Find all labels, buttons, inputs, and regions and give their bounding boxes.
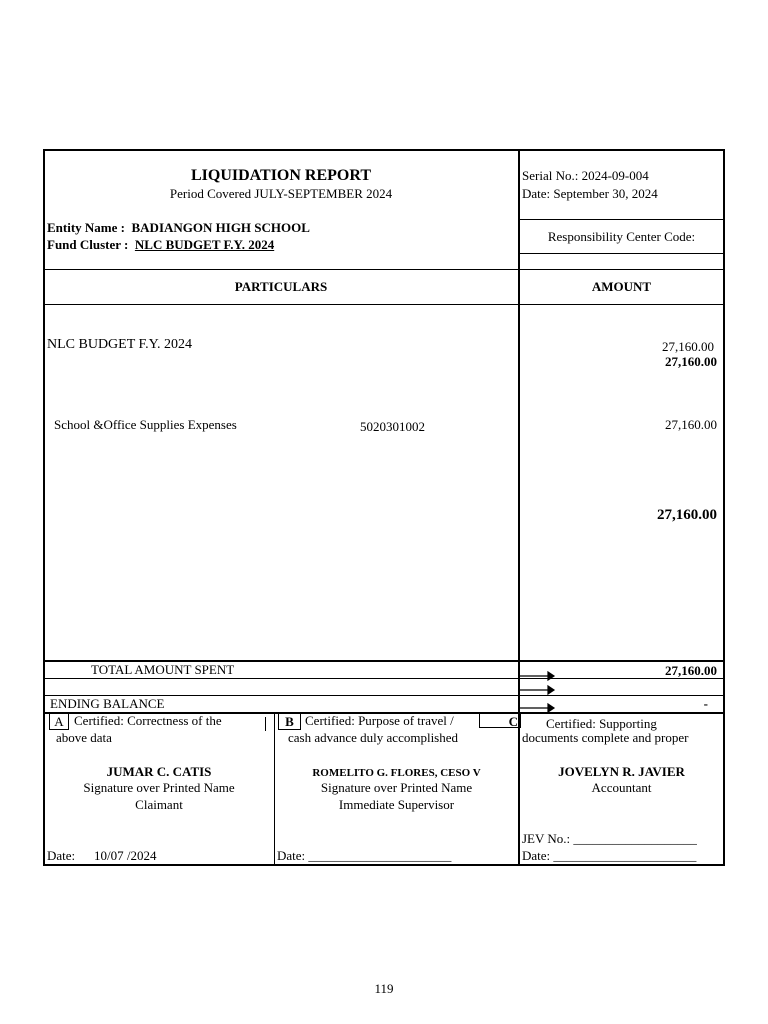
cert-b-date-line: Date: ______________________ xyxy=(277,848,452,863)
cert-a-date-value: 10/07 /2024 xyxy=(94,848,157,863)
cert-c-date-line: Date: ______________________ xyxy=(522,848,697,863)
cert-a-line2: above data xyxy=(56,730,112,745)
expense-amount: 27,160.00 xyxy=(665,417,717,432)
cert-a-signature-label: Signature over Printed Name xyxy=(83,780,235,795)
cert-a-name: JUMAR C. CATIS xyxy=(106,764,212,779)
cert-c-role: Accountant xyxy=(591,780,652,795)
ending-balance-label: ENDING BALANCE xyxy=(50,696,165,711)
cert-b-letter: B xyxy=(278,713,301,730)
particulars-header: PARTICULARS xyxy=(234,279,328,294)
cert-a-mark xyxy=(265,717,266,731)
cert-c-jev-line: JEV No.: ___________________ xyxy=(522,831,697,846)
expense-code: 5020301002 xyxy=(360,419,425,434)
budget-label: NLC BUDGET F.Y. 2024 xyxy=(47,337,192,352)
entity-label: Entity Name : xyxy=(47,220,125,235)
report-title: LIQUIDATION REPORT xyxy=(190,167,372,184)
cert-a-letter: A xyxy=(49,713,69,730)
total-spent-label: TOTAL AMOUNT SPENT xyxy=(91,662,235,677)
fund-label: Fund Cluster : xyxy=(47,237,129,252)
period-covered: Period Covered JULY-SEPTEMBER 2024 xyxy=(169,186,393,201)
fund-value: NLC BUDGET F.Y. 2024 xyxy=(134,237,275,252)
cert-c-line1: Certified: Supporting xyxy=(546,716,657,731)
cert-b-role: Immediate Supervisor xyxy=(338,797,455,812)
page-number: 119 xyxy=(374,981,394,996)
amount-header: AMOUNT xyxy=(591,279,652,294)
entity-value: BADIANGON HIGH SCHOOL xyxy=(131,220,310,235)
entity-name xyxy=(47,220,310,236)
budget-total: 27,160.00 xyxy=(665,354,717,369)
cert-b-line2: cash advance duly accomplished xyxy=(288,730,459,745)
cert-a-line1: Certified: Correctness of the xyxy=(74,713,222,728)
grand-total: 27,160.00 xyxy=(657,507,717,523)
arrow-icons xyxy=(520,670,560,714)
responsibility-center-code: Responsibility Center Code: xyxy=(547,229,696,244)
ending-balance-amount: - xyxy=(703,696,708,711)
fund-cluster xyxy=(47,237,274,253)
budget-amount: 27,160.00 xyxy=(662,339,714,354)
cert-c-letter: C xyxy=(479,713,521,728)
cert-b-name: ROMELITO G. FLORES, CESO V xyxy=(312,767,481,779)
report-date: Date: September 30, 2024 xyxy=(522,186,658,201)
cert-c-name: JOVELYN R. JAVIER xyxy=(558,764,685,779)
serial-number: Serial No.: 2024-09-004 xyxy=(522,168,649,183)
cert-b-signature-label: Signature over Printed Name xyxy=(320,780,473,795)
cert-a-date-label: Date: xyxy=(47,848,76,863)
cert-c-line2: documents complete and proper xyxy=(522,730,689,745)
expense-label: School &Office Supplies Expenses xyxy=(54,417,237,432)
cert-a-role: Claimant xyxy=(135,797,183,812)
cert-b-line1: Certified: Purpose of travel / xyxy=(305,713,454,728)
total-spent-amount: 27,160.00 xyxy=(665,663,717,678)
